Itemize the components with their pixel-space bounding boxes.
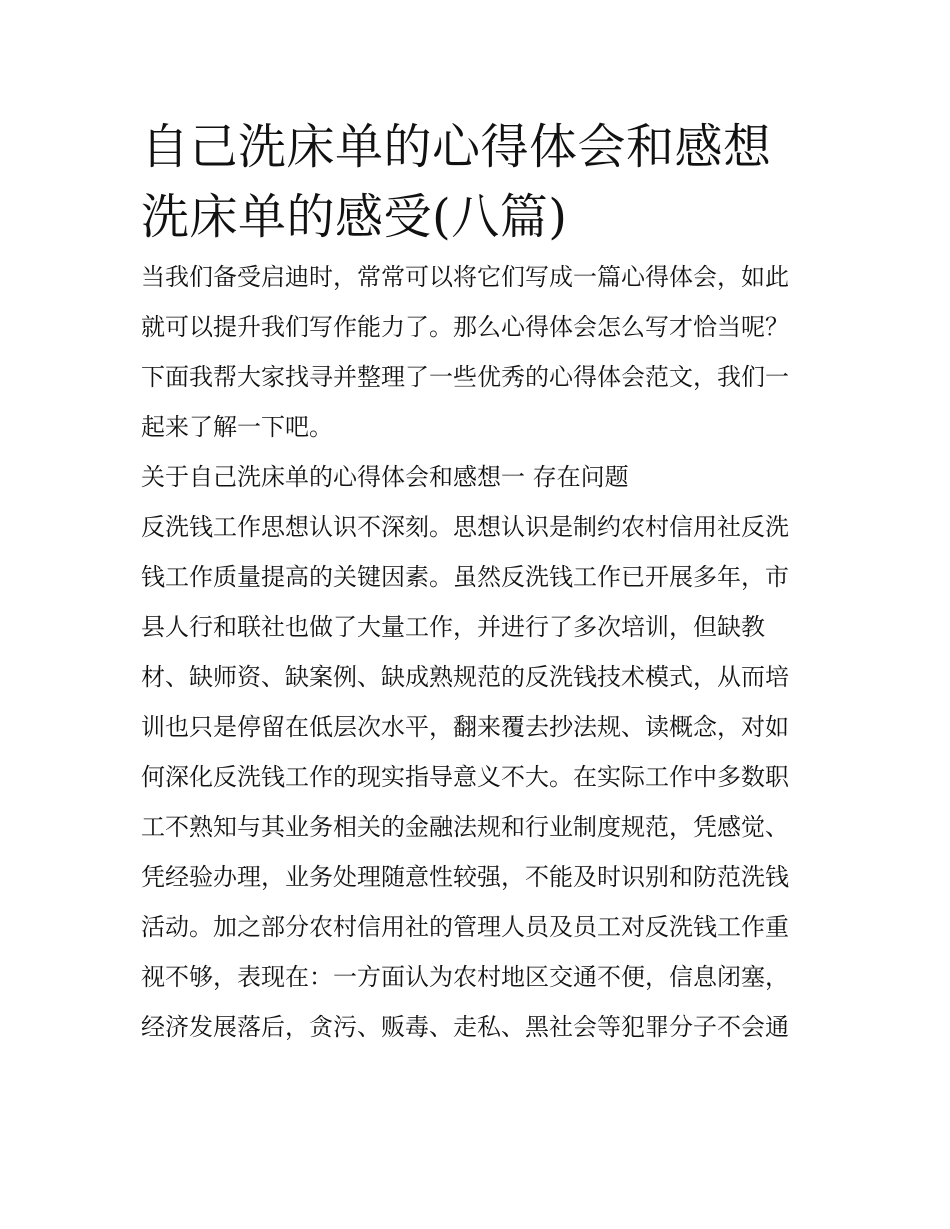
intro-line: 下面我帮大家找寻并整理了一些优秀的心得体会范文，我们一 bbox=[141, 363, 789, 391]
body-line: 经济发展落后，贪污、贩毒、走私、黑社会等犯罪分子不会通 bbox=[141, 1013, 789, 1041]
body-line: 何深化反洗钱工作的现实指导意义不大。在实际工作中多数职 bbox=[141, 763, 789, 791]
body-line: 钱工作质量提高的关键因素。虽然反洗钱工作已开展多年，市 bbox=[141, 563, 789, 591]
body-line: 视不够，表现在：一方面认为农村地区交通不便，信息闭塞， bbox=[141, 963, 789, 991]
body-line: 训也只是停留在低层次水平，翻来覆去抄法规、读概念，对如 bbox=[141, 713, 789, 741]
document-content bbox=[141, 112, 811, 1052]
intro-line: 当我们备受启迪时，常常可以将它们写成一篇心得体会，如此 bbox=[141, 263, 789, 291]
body-line: 县人行和联社也做了大量工作，并进行了多次培训，但缺教 bbox=[141, 613, 765, 641]
intro-line: 起来了解一下吧。 bbox=[141, 413, 333, 441]
body-line: 活动。加之部分农村信用社的管理人员及员工对反洗钱工作重 bbox=[141, 913, 789, 941]
title-line-2: 洗床单的感受(八篇) bbox=[141, 189, 568, 245]
document-title bbox=[141, 112, 811, 252]
intro-line: 就可以提升我们写作能力了。那么心得体会怎么写才恰当呢？ bbox=[141, 313, 789, 341]
title-line-1: 自己洗床单的心得体会和感想 bbox=[141, 119, 772, 175]
body-line: 凭经验办理，业务处理随意性较强，不能及时识别和防范洗钱 bbox=[141, 863, 789, 891]
body-line: 反洗钱工作思想认识不深刻。思想认识是制约农村信用社反洗 bbox=[141, 513, 789, 541]
intro-paragraph bbox=[141, 252, 811, 452]
section-heading: 关于自己洗床单的心得体会和感想一 存在问题 bbox=[141, 463, 629, 491]
body-paragraph bbox=[141, 502, 811, 1052]
body-line: 工不熟知与其业务相关的金融法规和行业制度规范，凭感觉、 bbox=[141, 813, 789, 841]
body-line: 材、缺师资、缺案例、缺成熟规范的反洗钱技术模式，从而培 bbox=[141, 663, 789, 691]
